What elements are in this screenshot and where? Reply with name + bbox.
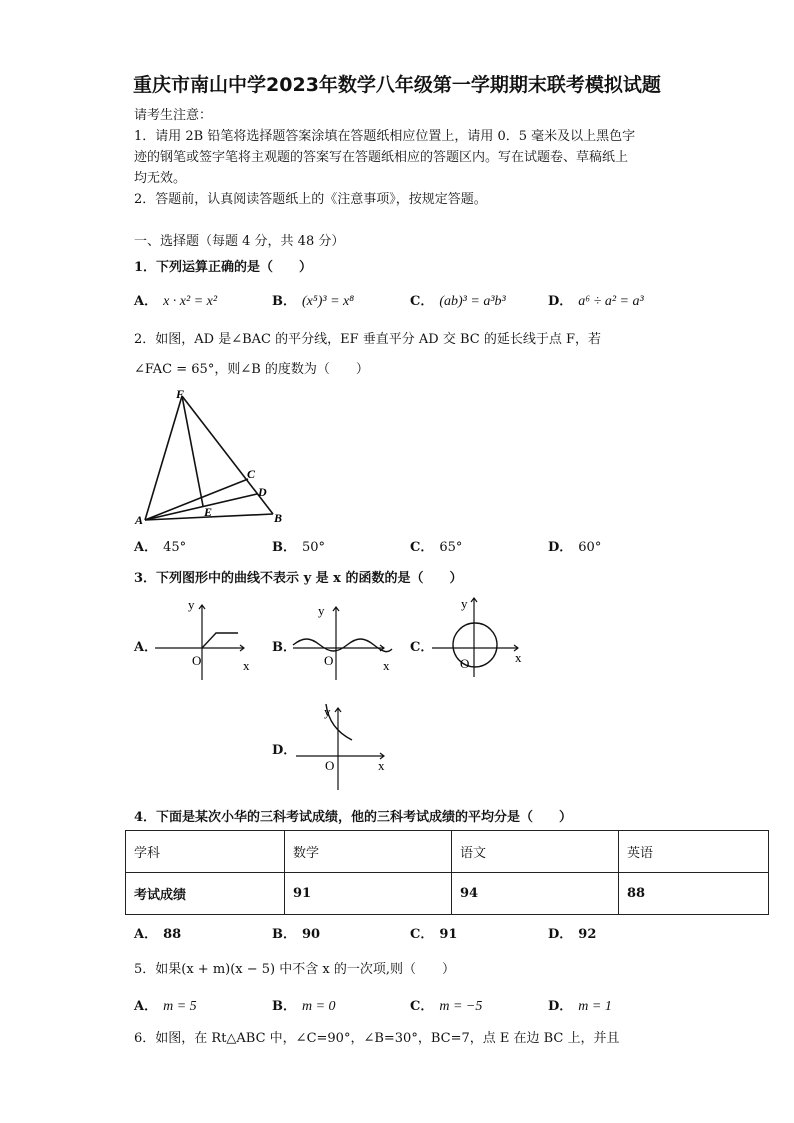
q1-b-label: B． <box>272 294 296 309</box>
q3-b-label: B． <box>272 640 296 655</box>
q4-d-text: 92 <box>578 927 597 942</box>
q5-stem: 5．如果(x + m)(x − 5) 中不含 x 的一次项,则（ ） <box>134 962 455 977</box>
q2-d-label: D． <box>548 540 573 555</box>
q1-c-label: C． <box>410 294 434 309</box>
line-af <box>145 396 182 520</box>
q1-c-text: (ab)³ = a³b³ <box>439 294 506 309</box>
q5-option-d <box>548 995 612 1015</box>
q2-c-label: C． <box>410 540 434 555</box>
origin-label: O <box>324 653 334 668</box>
table-header-cell: 语文 <box>452 831 619 873</box>
q2-b-text: 50° <box>302 540 326 555</box>
table-header-cell: 学科 <box>126 831 285 873</box>
q1-option-a <box>134 290 217 310</box>
x-label: x <box>383 658 390 673</box>
q1-b-text: (x⁵)³ = x⁸ <box>302 294 355 309</box>
y-label: y <box>318 603 325 618</box>
q4-c-text: 91 <box>439 927 458 942</box>
q3-stem: 3．下列图形中的曲线不表示 y 是 x 的函数的是（ ） <box>134 571 463 586</box>
q5-option-a <box>134 995 197 1015</box>
q5-c-label: C． <box>410 999 434 1014</box>
y-label: y <box>188 597 195 612</box>
q2-a-label: A． <box>134 540 158 555</box>
q4-d-label: D． <box>548 927 573 942</box>
q2-stem-line1: 2．如图，AD 是∠BAC 的平分线，EF 垂直平分 AD 交 BC 的延长线于点 F，若 <box>134 332 602 347</box>
y-label: y <box>461 596 468 611</box>
q2-option-d <box>548 536 601 555</box>
q3-graph-a <box>150 595 260 680</box>
q1-d-text: a⁶ ÷ a² = a³ <box>578 294 644 309</box>
q5-option-b <box>272 995 336 1015</box>
q4-a-label: A． <box>134 927 158 942</box>
q3-a-label: A． <box>134 640 158 655</box>
q4-option-b <box>272 923 320 942</box>
q2-option-c <box>410 536 462 555</box>
q2-a-text: 45° <box>163 540 187 555</box>
table-cell: 88 <box>619 873 769 915</box>
q3-c-label: C． <box>410 640 434 655</box>
q3-d-label: D． <box>272 743 297 758</box>
label-f: F <box>176 387 185 401</box>
q5-c-text: m = −5 <box>439 999 483 1014</box>
q2-stem-line2: ∠FAC = 65°，则∠B 的度数为（ ） <box>134 362 369 377</box>
q2-triangle-figure <box>130 384 300 530</box>
label-a: A <box>135 513 144 527</box>
q5-a-text: m = 5 <box>163 999 197 1014</box>
q2-option-a <box>134 536 186 555</box>
origin-label: O <box>325 758 335 773</box>
section-heading: 一、选择题（每题 4 分，共 48 分） <box>134 234 345 249</box>
notice-line-4: 2．答题前，认真阅读答题纸上的《注意事项》，按规定答题。 <box>134 192 487 207</box>
q1-option-d <box>548 290 644 310</box>
q1-option-b <box>272 290 354 310</box>
q5-b-label: B． <box>272 999 296 1014</box>
q1-a-text: x · x² = x² <box>163 294 218 309</box>
q4-c-label: C． <box>410 927 434 942</box>
q2-b-label: B． <box>272 540 296 555</box>
table-cell: 考试成绩 <box>126 873 285 915</box>
x-label: x <box>243 658 250 673</box>
table-cell: 94 <box>452 873 619 915</box>
q1-d-label: D． <box>548 294 573 309</box>
q1-a-label: A． <box>134 294 158 309</box>
q5-b-text: m = 0 <box>302 999 336 1014</box>
q4-stem: 4．下面是某次小华的三科考试成绩，他的三科考试成绩的平均分是（ ） <box>134 810 573 825</box>
x-label: x <box>378 758 385 773</box>
notice-heading: 请考生注意： <box>134 108 213 123</box>
q5-d-label: D． <box>548 999 573 1014</box>
label-d: D <box>258 485 267 499</box>
table-header-cell: 数学 <box>285 831 452 873</box>
x-label: x <box>515 650 522 665</box>
table-cell: 91 <box>285 873 452 915</box>
score-table <box>125 830 769 915</box>
q3-graph-b <box>288 595 400 680</box>
q2-d-text: 60° <box>578 540 602 555</box>
q4-b-text: 90 <box>302 927 321 942</box>
q5-option-c <box>410 995 482 1015</box>
q1-stem: 1．下列运算正确的是（ ） <box>134 260 313 275</box>
q3-graph-c <box>426 592 538 677</box>
y-label: y <box>324 704 331 719</box>
function-curve <box>202 633 238 648</box>
q4-option-a <box>134 923 181 942</box>
table-header-row <box>126 831 769 873</box>
q5-d-text: m = 1 <box>578 999 612 1014</box>
q2-option-b <box>272 536 325 555</box>
notice-line-2: 迹的钢笔或签字笔将主观题的答案写在答题纸相应的答题区内。写在试题卷、草稿纸上 <box>134 150 629 165</box>
function-curve <box>293 639 392 652</box>
exam-title: 重庆市南山中学2023年数学八年级第一学期期末联考模拟试题 <box>133 74 661 96</box>
q4-a-text: 88 <box>163 927 182 942</box>
q6-stem: 6．如图，在 Rt△ABC 中，∠C=90°，∠B=30°，BC=7，点 E 在边 BC 上，并且 <box>134 1031 620 1046</box>
line-fe <box>182 396 203 506</box>
q4-option-c <box>410 923 457 942</box>
q3-graph-d <box>290 700 400 792</box>
label-e: E <box>204 505 213 519</box>
q5-a-label: A． <box>134 999 158 1014</box>
q1-option-c <box>410 290 506 310</box>
q2-c-text: 65° <box>439 540 463 555</box>
table-header-cell: 英语 <box>619 831 769 873</box>
table-row <box>126 873 769 915</box>
q4-option-d <box>548 923 596 942</box>
origin-label: O <box>192 653 202 668</box>
origin-label: O <box>460 656 470 671</box>
notice-line-1: 1．请用 2B 铅笔将选择题答案涂填在答题纸相应位置上，请用 0．5 毫米及以上黑色字 <box>134 129 636 144</box>
label-c: C <box>247 467 256 481</box>
label-b: B <box>274 511 283 525</box>
q4-b-label: B． <box>272 927 296 942</box>
notice-line-3: 均无效。 <box>134 171 187 186</box>
